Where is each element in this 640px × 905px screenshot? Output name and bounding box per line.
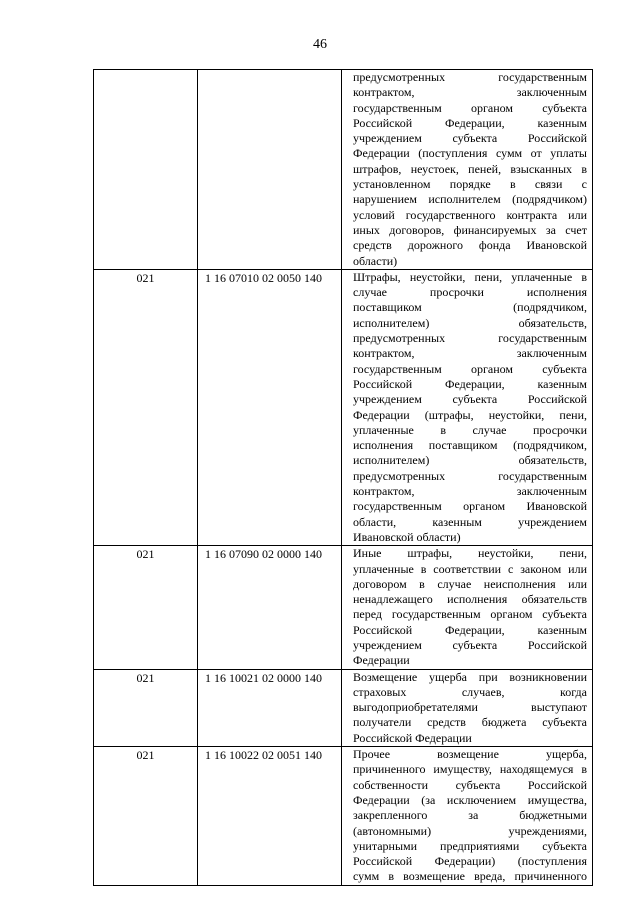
description-line: контрактом, заключенным — [353, 346, 587, 361]
description-line: Прочее возмещение ущерба, — [353, 747, 587, 762]
description-line: Штрафы, неустойки, пени, уплаченные в — [353, 269, 587, 284]
admin-code-cell: 021 — [94, 546, 198, 669]
description-line: уплаченные в случае просрочки — [353, 422, 587, 437]
budget-codes-table — [93, 69, 593, 886]
description-line: Федерации (поступления сумм от уплаты — [353, 146, 587, 161]
description-line: Федерации — [353, 653, 410, 668]
description-line: получатели средств бюджета субъекта — [353, 715, 587, 730]
table-body — [94, 70, 593, 886]
description-line: исполнения поставщиком (подрядчиком, — [353, 438, 587, 453]
description-line: Российской Федерации, казенным — [353, 115, 587, 130]
description-line: собственности субъекта Российской — [353, 777, 587, 792]
description-line: штрафов, неустоек, пеней, взысканных в — [353, 161, 587, 176]
description-line: (автономными) учреждениями, — [353, 823, 587, 838]
description-line: средств дорожного фонда Ивановской — [353, 238, 587, 253]
description-line: Ивановской области) — [353, 529, 461, 544]
description-line: предусмотренных государственным — [353, 331, 587, 346]
description-line: Российской Федерации, казенным — [353, 376, 587, 391]
description-line: ненадлежащего исполнения обязательств — [353, 592, 587, 607]
description-cell — [342, 669, 593, 746]
kbk-code-cell — [198, 70, 342, 270]
description-line: государственным органом Ивановской — [353, 499, 587, 514]
description-line: Федерации (штрафы, неустойки, пени, — [353, 407, 587, 422]
description-line: учреждением субъекта Российской — [353, 131, 587, 146]
kbk-code-cell: 1 16 10021 02 0000 140 — [198, 669, 342, 746]
description-line: уплаченные в соответствии с законом или — [353, 561, 587, 576]
description-line: страховых случаев, когда — [353, 684, 587, 699]
description-line: исполнителем) обязательств, — [353, 453, 587, 468]
description-line: сумм в возмещение вреда, причиненного — [353, 869, 587, 884]
description-line: Российской Федерации — [353, 730, 472, 745]
description-line: государственным органом субъекта — [353, 361, 587, 376]
description-line: нарушением исполнителем (подрядчиком) — [353, 192, 587, 207]
description-line: контрактом, заключенным — [353, 484, 587, 499]
description-cell — [342, 546, 593, 669]
admin-code-cell: 021 — [94, 747, 198, 886]
description-line: перед государственным органом субъекта — [353, 607, 587, 622]
description-line: причиненного имуществу, находящемуся в — [353, 762, 587, 777]
description-line: Российской Федерации) (поступления — [353, 854, 587, 869]
description-cell — [342, 269, 593, 545]
kbk-code-cell: 1 16 10022 02 0051 140 — [198, 747, 342, 886]
table-row — [94, 669, 593, 746]
table-row — [94, 747, 593, 886]
admin-code-cell — [94, 70, 198, 270]
description-line: Российской Федерации, казенным — [353, 622, 587, 637]
description-line: области) — [353, 253, 398, 268]
table-row — [94, 546, 593, 669]
admin-code-cell: 021 — [94, 269, 198, 545]
kbk-code-cell: 1 16 07010 02 0050 140 — [198, 269, 342, 545]
description-line: предусмотренных государственным — [353, 70, 587, 84]
description-line: предусмотренных государственным — [353, 468, 587, 483]
description-line: иных договоров, финансируемых за счет — [353, 222, 587, 237]
description-line: государственным органом субъекта — [353, 100, 587, 115]
description-line: унитарными предприятиями субъекта — [353, 838, 587, 853]
description-line: условий государственного контракта или — [353, 207, 587, 222]
table-row — [94, 269, 593, 545]
description-cell — [342, 747, 593, 886]
description-line: договором в случае неисполнения или — [353, 576, 587, 591]
description-line: области, казенным учреждением — [353, 514, 587, 529]
description-line: исполнителем) обязательств, — [353, 315, 587, 330]
table-row — [94, 70, 593, 270]
description-line: выгодоприобретателями выступают — [353, 700, 587, 715]
admin-code-cell: 021 — [94, 669, 198, 746]
description-line: поставщиком (подрядчиком, — [353, 300, 587, 315]
description-line: Иные штрафы, неустойки, пени, — [353, 546, 587, 561]
description-line: закрепленного за бюджетными — [353, 808, 587, 823]
description-line: учреждением субъекта Российской — [353, 637, 587, 652]
description-line: Федерации (за исключением имущества, — [353, 792, 587, 807]
description-line: учреждением субъекта Российской — [353, 392, 587, 407]
page-number: 46 — [313, 37, 327, 52]
description-line: установленном порядке в связи с — [353, 177, 587, 192]
description-line: случае просрочки исполнения — [353, 285, 587, 300]
kbk-code-cell: 1 16 07090 02 0000 140 — [198, 546, 342, 669]
description-cell — [342, 70, 593, 270]
description-line: Возмещение ущерба при возникновении — [353, 669, 587, 684]
description-line: контрактом, заключенным — [353, 85, 587, 100]
